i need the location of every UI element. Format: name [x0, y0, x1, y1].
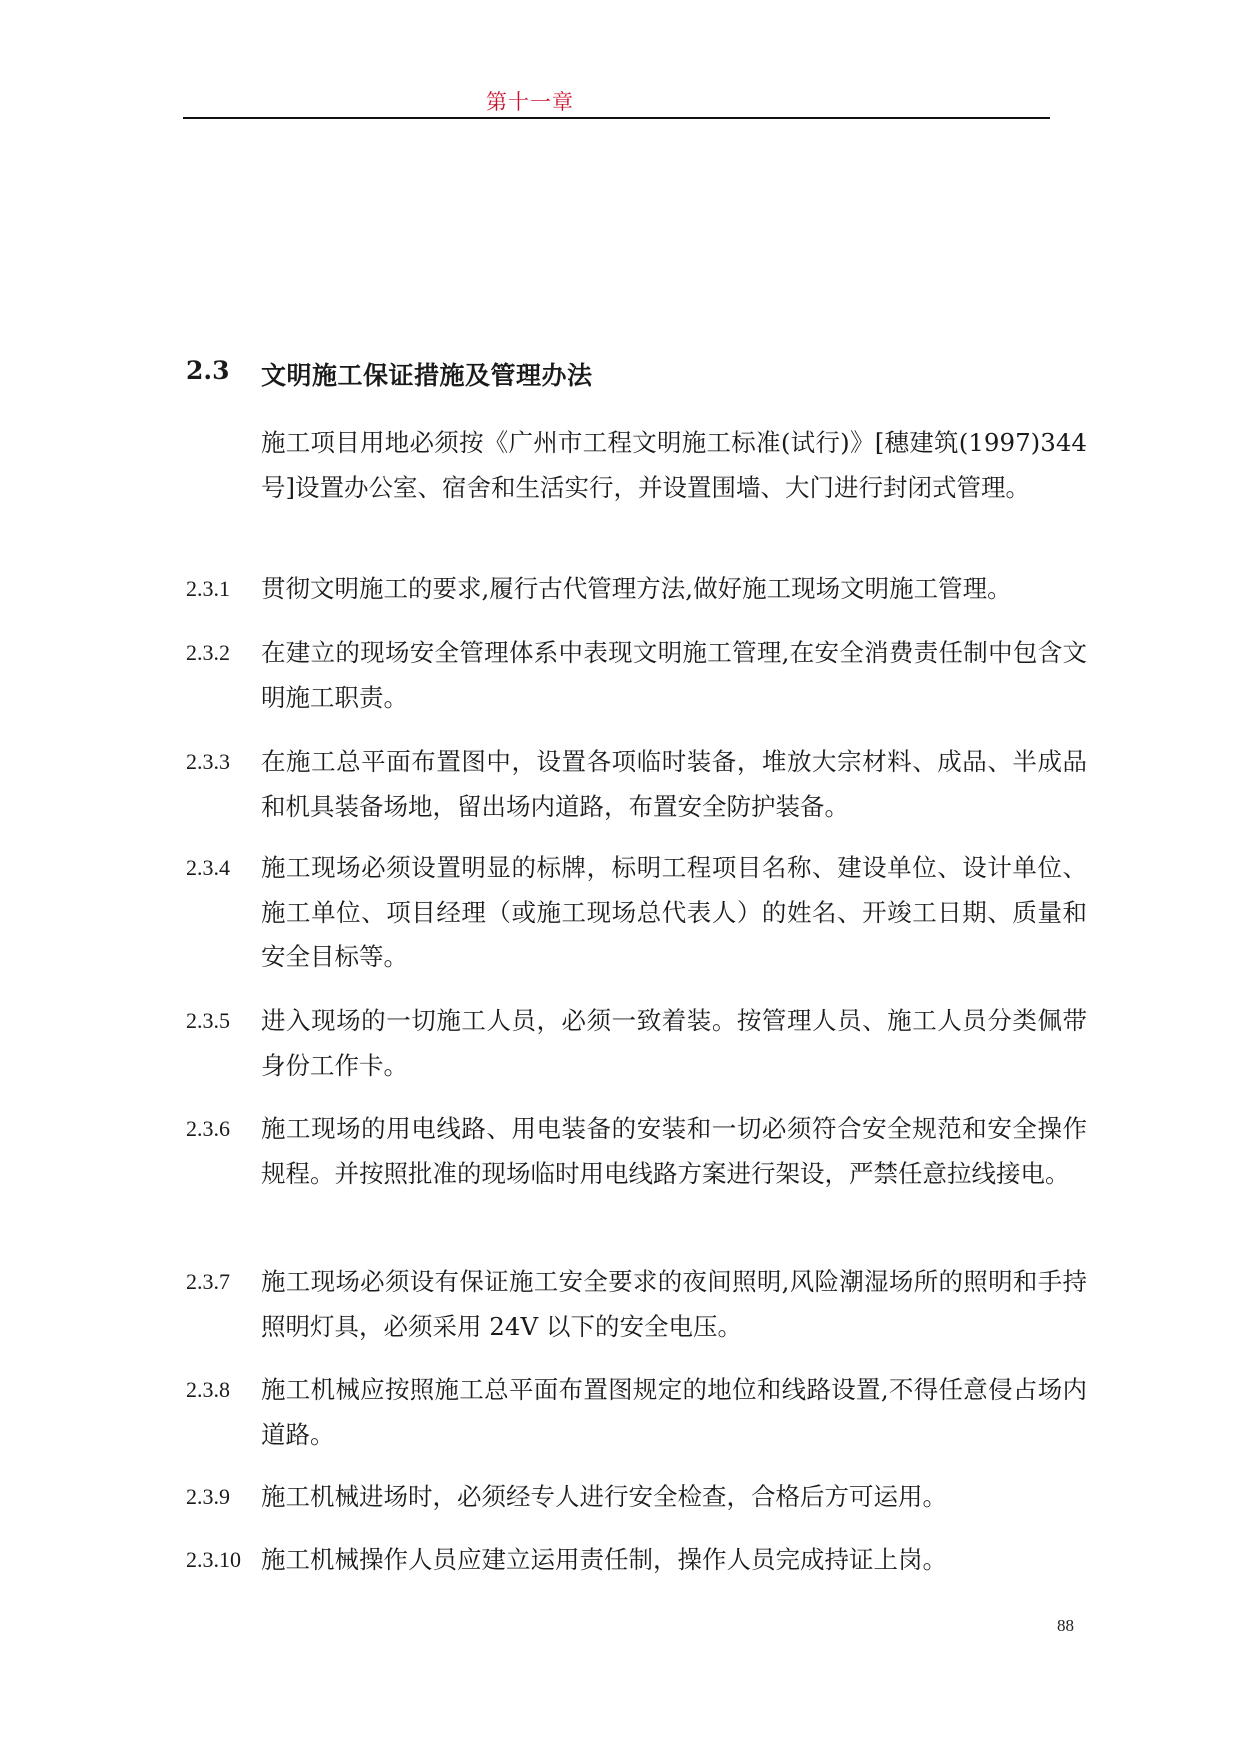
list-item	[186, 1475, 1087, 1520]
item-text: 施工现场的用电线路、用电装备的安装和一切必须符合安全规范和安全操作规程。并按照批准的现场临时用电线路方案进行架设，严禁任意拉线接电。	[261, 1114, 1087, 1188]
item-number: 2.3.10	[186, 1547, 241, 1572]
section-title: 文明施工保证措施及管理办法	[261, 361, 593, 390]
item-number: 2.3.7	[186, 1269, 230, 1294]
list-item	[186, 1107, 1087, 1196]
item-text: 在建立的现场安全管理体系中表现文明施工管理,在安全消费责任制中包含文明施工职责。	[261, 638, 1087, 712]
item-number: 2.3.4	[186, 855, 230, 880]
item-number: 2.3.9	[186, 1484, 230, 1509]
item-text: 施工现场必须设有保证施工安全要求的夜间照明,风险潮湿场所的照明和手持照明灯具，必须采用 24V 以下的安全电压。	[261, 1267, 1087, 1341]
chapter-header: 第十一章	[486, 90, 574, 114]
item-number: 2.3.5	[186, 1008, 230, 1033]
section-intro: 施工项目用地必须按《广州市工程文明施工标准(试行)》[穗建筑(1997)344 号]设置办公室、宿舍和生活实行，并设置围墙、大门进行封闭式管理。	[261, 428, 1087, 502]
item-text: 施工机械操作人员应建立运用责任制，操作人员完成持证上岗。	[261, 1545, 947, 1574]
item-text: 施工机械进场时，必须经专人进行安全检查，合格后方可运用。	[261, 1482, 947, 1511]
item-number: 2.3.3	[186, 749, 230, 774]
item-number: 2.3.6	[186, 1116, 230, 1141]
item-text: 贯彻文明施工的要求,履行古代管理方法,做好施工现场文明施工管理。	[261, 574, 1012, 603]
list-item	[186, 1538, 1087, 1583]
header-rule	[183, 117, 1050, 119]
list-item	[186, 999, 1087, 1088]
item-number: 2.3.2	[186, 640, 230, 665]
list-item	[186, 631, 1087, 720]
item-text: 在施工总平面布置图中，设置各项临时装备，堆放大宗材料、成品、半成品和机具装备场地，留出场内道路，布置安全防护装备。	[261, 747, 1087, 821]
page-number: 88	[1057, 1616, 1074, 1635]
item-text: 施工机械应按照施工总平面布置图规定的地位和线路设置,不得任意侵占场内道路。	[261, 1375, 1087, 1449]
list-item	[186, 846, 1087, 980]
item-number: 2.3.8	[186, 1377, 230, 1402]
item-text: 进入现场的一切施工人员，必须一致着装。按管理人员、施工人员分类佩带身份工作卡。	[261, 1006, 1087, 1080]
list-item	[186, 1260, 1087, 1349]
item-text: 施工现场必须设置明显的标牌，标明工程项目名称、建设单位、设计单位、施工单位、项目经理（或施工现场总代表人）的姓名、开竣工日期、质量和安全目标等。	[261, 853, 1087, 971]
list-item	[186, 1368, 1087, 1457]
section-number: 2.3	[186, 356, 230, 385]
list-item	[186, 567, 1087, 612]
list-item	[186, 740, 1087, 829]
item-number: 2.3.1	[186, 576, 230, 601]
